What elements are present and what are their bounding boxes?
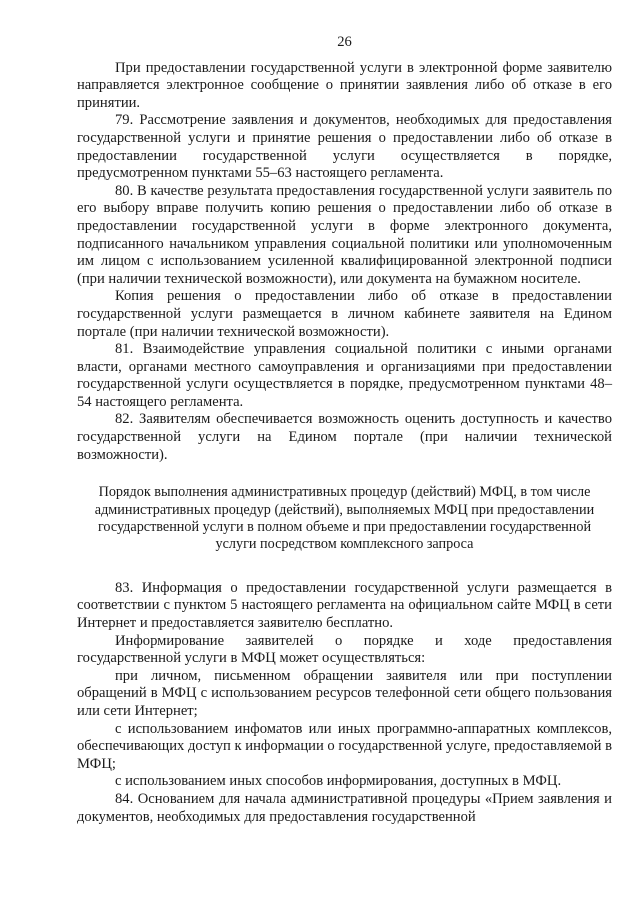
paragraph-81: 81. Взаимодействие управления социальной политики с иными органами власти, органами местного самоуправления и организациями при предоставлении государственной услуги осуществляется в порядке, предусмотренном пунктами 48–54 настоящего регламента. [77,341,612,410]
paragraph-80: 80. В качестве результата предоставления государственной услуги заявитель по его выбору вправе получить копию решения о предоставлении либо об отказе в предоставлении государственной услуги в форме электронного документа, подписанного начальником управления социальной политики или уполномоченным им лицом с использованием усиленной квалифицированной электронной подписи (при наличии технической возможности), или документа на бумажном носителе. [77,182,612,287]
page-number: 26 [337,34,352,50]
paragraph-other-methods: с использованием иных способов информирования, доступных в МФЦ. [115,773,562,790]
paragraph-82: 82. Заявителям обеспечивается возможность оценить доступность и качество государственной услуги на Едином портале (при наличии технической возможности). [77,411,612,463]
paragraph-informing: Информирование заявителей о порядке и ходе предоставления государственной услуги в МФЦ может осуществляться: [77,632,612,667]
paragraph-electronic-notice: При предоставлении государственной услуги в электронной форме заявителю направляется электронное сообщение о принятии заявления либо об отказе в его принятии. [77,59,612,111]
paragraph-84: 84. Основанием для начала административной процедуры «Прием заявления и документов, необходимых для предоставления государственной [77,791,612,825]
paragraph-83: 83. Информация о предоставлении государственной услуги размещается в соответствии с пунктом 5 настоящего регламента на официальном сайте МФЦ в сети Интернет и предоставляется заявителю бесплатно. [77,579,612,632]
section-heading: Порядок выполнения административных процедур (действий) МФЦ, в том числе административных процедур (действий), выполняемых МФЦ при предоставлении государственной услуги в полном объеме и при предоставлении государственной услуги посредством комплексного запроса [94,484,595,553]
paragraph-79: 79. Рассмотрение заявления и документов, необходимых для предоставления государственной услуги и принятие решения о предоставлении либо об отказе в предоставлении государственной услуги осуществляется в порядке, предусмотренном пунктами 55–63 настоящего регламента. [77,112,612,182]
paragraph-decision-copy: Копия решения о предоставлении либо об отказе в предоставлении государственной услуги размещается в личном кабинете заявителя на Едином портале (при наличии технической возможности). [77,288,612,340]
paragraph-personal-appeal: при личном, письменном обращении заявителя или при поступлении обращений в МФЦ с использованием ресурсов телефонной сети общего пользования или сети Интернет; [77,667,612,720]
paragraph-infomats: с использованием инфоматов или иных программно-аппаратных комплексов, обеспечивающих доступ к информации о государственной услуге, предоставляемой в МФЦ; [77,720,612,772]
